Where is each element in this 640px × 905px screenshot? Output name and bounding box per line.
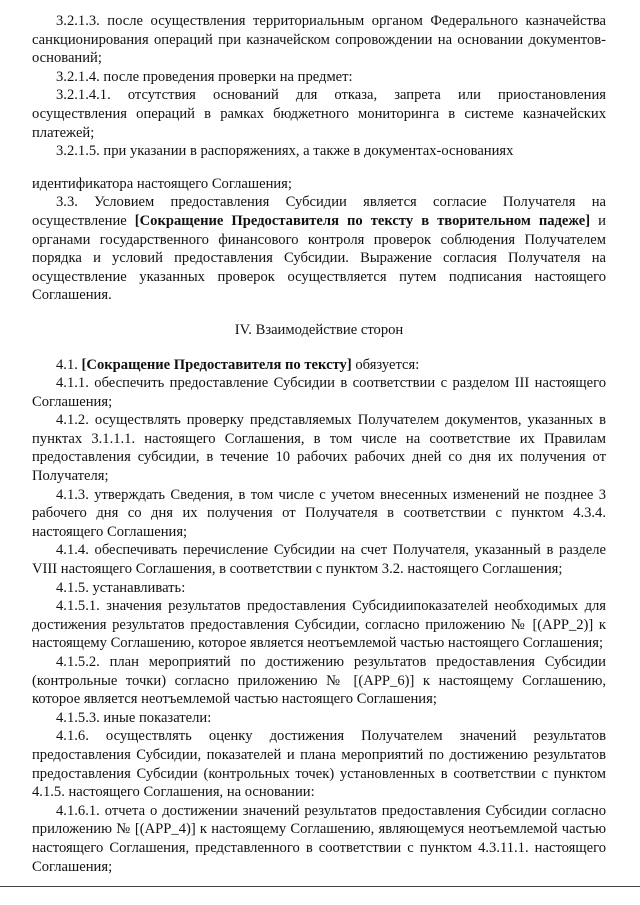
page-bottom-rule: [0, 886, 640, 887]
clause-4-1: [32, 356, 606, 375]
clause-3-2-1-3: 3.2.1.3. после осуществления территориальным органом Федерального казначейства санкционирования операций при казначейском сопровождении на основании документов-оснований;: [32, 13, 606, 67]
clause-3-2-1-4: 3.2.1.4. после проведения проверки на предмет:: [56, 68, 353, 85]
clause-4-1-3: 4.1.3. утверждать Сведения, в том числе с учетом внесенных изменений не позднее 3 рабочего дня со дня их получения от Получателя в соответствии с пунктом 4.3.4. настоящего Соглашения;: [32, 486, 606, 540]
clause-3-3-placeholder: [Сокращение Предоставителя по тексту в творительном падеже]: [134, 212, 591, 229]
clause-4-1-6-1: 4.1.6.1. отчета о достижении значений результатов предоставления Субсидии согласно приложению № [(APP_4)] к настоящему Соглашению, являющемуся неотъемлемой частью настоящего Соглашения, представленного в соответствии с пунктом 4.3.11.1. настоящего Соглашения;: [32, 802, 606, 875]
clause-3-3: [32, 193, 606, 305]
document-body: [32, 12, 606, 876]
clause-4-1-placeholder: [Сокращение Предоставителя по тексту]: [81, 356, 352, 373]
clause-3-2-1-4-1: 3.2.1.4.1. отсутствия оснований для отказа, запрета или приостановления осуществления операций в рамках бюджетного мониторинга в системе казначейских платежей;: [32, 87, 606, 141]
clause-4-1-5-3: 4.1.5.3. иные показатели:: [56, 709, 212, 726]
clause-3-2-1-5: 3.2.1.5. при указании в распоряжениях, а также в документах-основаниях: [56, 143, 514, 160]
section-title: IV. Взаимодействие сторон: [234, 321, 404, 338]
clause-3-3-text-start: 3.3. Условием предоставления Субсидии является согласие Получателя на осуществление: [32, 194, 606, 229]
clause-4-1-5-1: 4.1.5.1. значения результатов предоставления Субсидиипоказателей необходимых для достижения результатов предоставления Субсидии, согласно приложению № [(APP_2)] к настоящему Соглашению, которое является неотъемлемой частью настоящего Соглашения;: [32, 598, 606, 652]
clause-4-1-5: 4.1.5. устанавливать:: [56, 579, 186, 596]
clause-4-1-4: 4.1.4. обеспечивать перечисление Субсидии на счет Получателя, указанный в разделе VIII настоящего Соглашения, в соответствии с пунктом 3.2. настоящего Соглашения;: [32, 542, 606, 578]
clause-4-1-number: 4.1.: [56, 356, 82, 373]
clause-4-1-6: 4.1.6. осуществлять оценку достижения Получателем значений результатов предоставления Субсидии, показателей и плана мероприятий по достижению результатов предоставления Субсидии (контрольных точек) установленных в соответствии с пунктом 4.1.5. настоящего Соглашения, на основании:: [32, 728, 606, 801]
clause-3-3-text-end: и органами государственного финансового контроля проверок соблюдения Получателем порядка и условий предоставления Субсидии. Выражение согласия Получателя на осуществление указанных проверок осуществляется путем подписания настоящего Соглашения.: [32, 212, 606, 304]
clause-4-1-1: 4.1.1. обеспечить предоставление Субсидии в соответствии с разделом III настоящего Соглашения;: [32, 375, 606, 410]
clause-4-1-text: обязуется:: [351, 356, 420, 373]
clause-4-1-5-2: 4.1.5.2. план мероприятий по достижению результатов предоставления Субсидии (контрольные точки) согласно приложению № [(APP_6)] к настоящему Соглашению, которое является неотъемлемой частью настоящего Соглашения;: [32, 654, 606, 708]
clause-4-1-2: 4.1.2. осуществлять проверку представляемых Получателем документов, указанных в пунктах 3.1.1.1. настоящего Соглашения, в том числе на соответствие их Правилам предоставления субсидии, в течение 10 рабочих рабочих дней со дня их получения от Получателя;: [32, 412, 606, 485]
identifier-line: идентификатора настоящего Соглашения;: [32, 175, 292, 192]
